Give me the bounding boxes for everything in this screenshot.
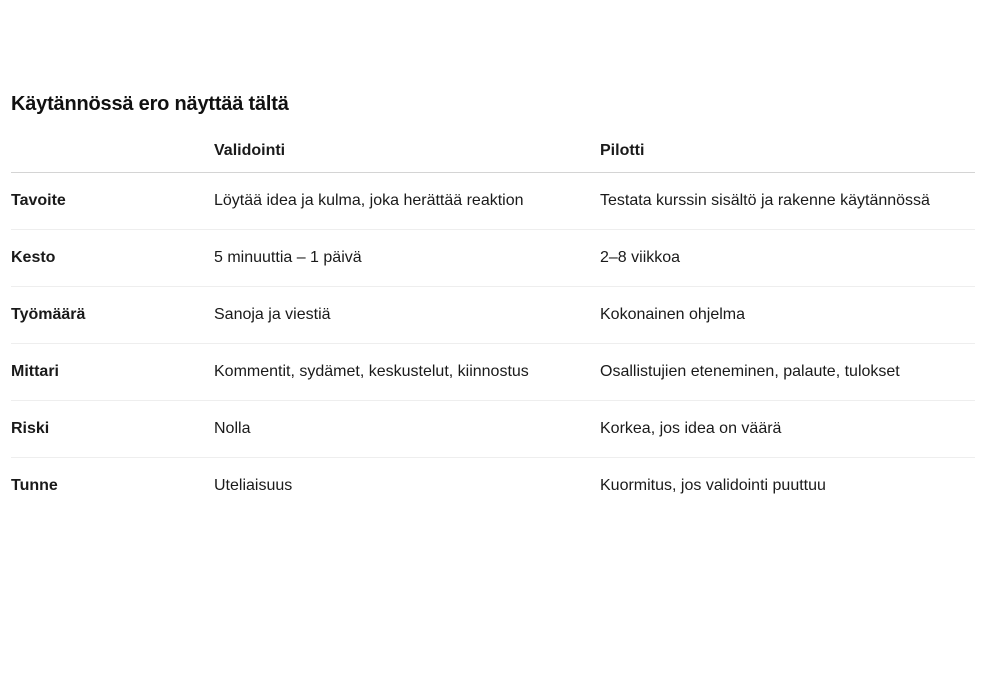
cell-pilotti: 2–8 viikkoa (600, 230, 975, 287)
row-label: Kesto (11, 230, 214, 287)
row-label: Työmäärä (11, 287, 214, 344)
table-row (11, 458, 975, 515)
cell-validointi: Sanoja ja viestiä (214, 287, 600, 344)
table-header-row (11, 136, 975, 173)
cell-validointi: Löytää idea ja kulma, joka herättää reaktion (214, 173, 600, 230)
cell-validointi: Kommentit, sydämet, keskustelut, kiinnostus (214, 344, 600, 401)
cell-pilotti: Kuormitus, jos validointi puuttuu (600, 477, 826, 494)
content (11, 88, 975, 514)
comparison-table (11, 136, 975, 514)
section-heading: Käytännössä ero näyttää tältä (11, 93, 289, 115)
header-empty (11, 136, 214, 173)
table-row (11, 230, 975, 287)
table-row (11, 401, 975, 458)
table-row (11, 173, 975, 230)
cell-validointi: 5 minuuttia – 1 päivä (214, 230, 600, 287)
header-pilotti: Pilotti (600, 136, 975, 173)
row-label: Riski (11, 401, 214, 458)
cell-pilotti: Korkea, jos idea on väärä (600, 401, 975, 458)
row-label: Mittari (11, 344, 214, 401)
cell-validointi: Uteliaisuus (214, 477, 293, 494)
cell-pilotti: Kokonainen ohjelma (600, 287, 975, 344)
table-row (11, 344, 975, 401)
table-row (11, 287, 975, 344)
cell-pilotti: Testata kurssin sisältö ja rakenne käytännössä (600, 173, 975, 230)
cell-pilotti: Osallistujien eteneminen, palaute, tulokset (600, 344, 975, 401)
header-validointi: Validointi (214, 136, 600, 173)
row-label: Tunne (11, 477, 58, 494)
cell-validointi: Nolla (214, 401, 600, 458)
row-label: Tavoite (11, 173, 214, 230)
